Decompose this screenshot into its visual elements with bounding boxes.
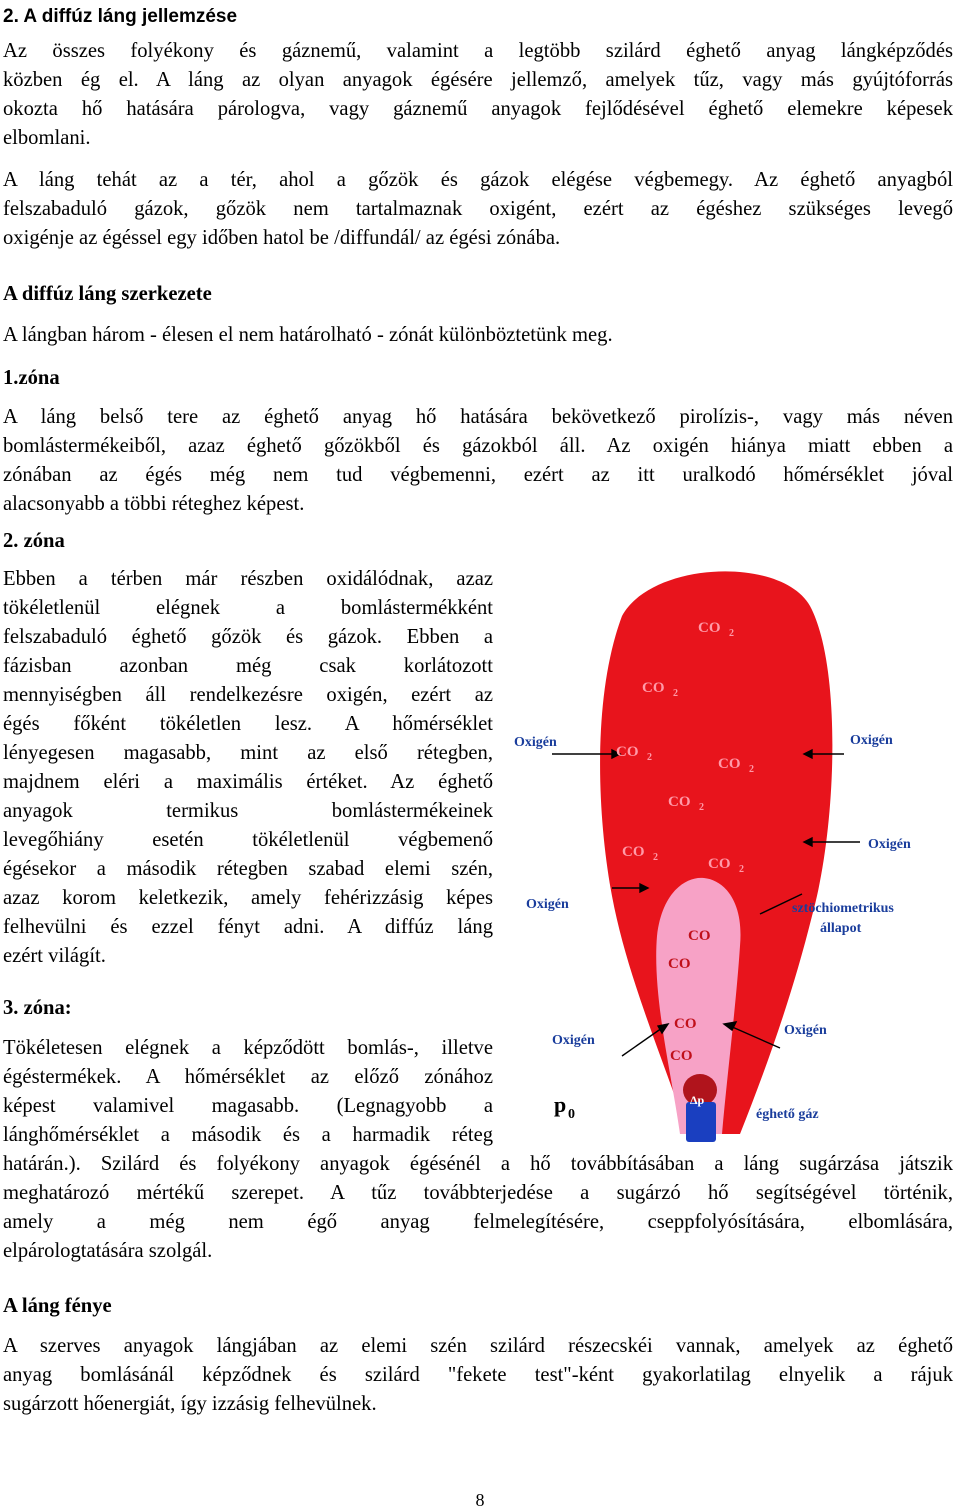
zone3-line: égéstermékek. A hőmérséklet az előző zónához bbox=[3, 1066, 493, 1088]
co-label: CO bbox=[668, 956, 691, 972]
structure-heading: A diffúz láng szerkezete bbox=[3, 283, 212, 305]
oxygen-label: Oxigén bbox=[526, 897, 569, 912]
svg-text:CO: CO bbox=[616, 744, 639, 760]
svg-text:2: 2 bbox=[699, 802, 704, 813]
zone2-line: azaz korom keletkezik, amely fehérizzásig képes bbox=[3, 887, 493, 909]
zone3-line: határán.). Szilárd és folyékony anyagok égésénél a hő továbbításában a láng sugárzása játszik bbox=[3, 1153, 953, 1175]
zone3-line: lánghőmérséklet a második és a harmadik réteg bbox=[3, 1124, 493, 1146]
intro-line: okozta hő hatására párologva, vagy gáznemű anyagok fejlődésével éghető elemekre képesek bbox=[3, 98, 953, 120]
svg-text:2: 2 bbox=[749, 764, 754, 775]
zone2-line: égésekor a második rétegben szabad elemi szén, bbox=[3, 858, 493, 880]
zone2-line: fázisban azonban még csak korlátozott bbox=[3, 655, 493, 677]
zone3-heading: 3. zóna: bbox=[3, 997, 72, 1019]
zone2-heading: 2. zóna bbox=[3, 530, 65, 552]
structure-intro: A lángban három - élesen el nem határolható - zónát különböztetünk meg. bbox=[3, 324, 613, 346]
co-label: CO bbox=[670, 1048, 693, 1064]
light-line: anyag bomlásánál képződnek és szilárd "fekete test"-ként gyakorlatilag elnyelik a rájuk bbox=[3, 1364, 953, 1386]
page-number: 8 bbox=[475, 1490, 485, 1510]
delta-p-label: Δp bbox=[690, 1093, 705, 1107]
stoich-label: sztöchiometrikus bbox=[792, 901, 894, 916]
intro-line: elbomlani. bbox=[3, 127, 91, 149]
zone3-line: amely a még nem égő anyag felmelegítésére, cseppfolyósítására, elbomlására, bbox=[3, 1211, 953, 1233]
section-title: 2. A diffúz láng jellemzése bbox=[3, 6, 238, 27]
oxygen-label: Oxigén bbox=[784, 1023, 827, 1038]
zone3-line: képest valamivel magasabb. (Legnagyobb a bbox=[3, 1095, 493, 1117]
co-label: CO bbox=[688, 928, 711, 944]
zone3-line: meghatározó mértékű szerepet. A tűz továbbterjedése a sugárzó hő segítségével történik, bbox=[3, 1182, 953, 1204]
svg-text:CO: CO bbox=[708, 856, 731, 872]
flame-diagram bbox=[512, 556, 960, 1148]
zone1-line: bomlástermékeiből, azaz éghető gőzökből és gázokból áll. Az oxigén hiánya miatt ebben a bbox=[3, 435, 953, 457]
zone2-line: lényegesen magasabb, mint az első rétegben, bbox=[3, 742, 493, 764]
intro-line: közben ég el. A láng az olyan anyagok égésére jellemző, amelyek tűz, vagy más gyújtóforrás bbox=[3, 69, 953, 91]
light-line: A szerves anyagok lángjában az elemi szén szilárd részecskéi vannak, amelyek az éghető bbox=[3, 1335, 953, 1357]
svg-text:2: 2 bbox=[729, 628, 734, 639]
oxygen-label: Oxigén bbox=[552, 1033, 595, 1048]
space-line: A láng tehát az a tér, ahol a gőzök és gázok elégése végbemegy. Az éghető anyagból bbox=[3, 169, 953, 191]
zone2-line: Ebben a térben már részben oxidálódnak, azaz bbox=[3, 568, 493, 590]
svg-text:CO: CO bbox=[698, 620, 721, 636]
oxygen-label: Oxigén bbox=[868, 837, 911, 852]
zone3-line: Tökéletesen elégnek a képződött bomlás-, illetve bbox=[3, 1037, 493, 1059]
stoich-label: állapot bbox=[820, 921, 862, 936]
svg-text:CO: CO bbox=[668, 794, 691, 810]
space-line: oxigénje az égéssel egy időben hatol be /diffundál/ az égési zónába. bbox=[3, 227, 561, 249]
svg-text:2: 2 bbox=[647, 752, 652, 763]
p0-main: p bbox=[554, 1092, 567, 1117]
zone2-line: felhevülni és ezzel fényt adni. A diffúz láng bbox=[3, 916, 493, 938]
light-line: sugárzott hőenergiát, így izzásig felhevülnek. bbox=[3, 1393, 377, 1415]
svg-text:2: 2 bbox=[739, 864, 744, 875]
fuel-gas-label: éghető gáz bbox=[756, 1107, 819, 1122]
zone1-line: zónában az égés még nem tud végbemenni, ezért az itt uralkodó hőmérséklet jóval bbox=[3, 464, 953, 486]
svg-text:2: 2 bbox=[653, 852, 658, 863]
zone2-line: ezért világít. bbox=[3, 945, 106, 967]
zone1-line: alacsonyabb a többi réteghez képest. bbox=[3, 493, 305, 515]
zone1-heading: 1.zóna bbox=[3, 367, 60, 389]
space-line: felszabaduló gázok, gőzök nem tartalmaznak oxigént, ezért az égéshez szükséges levegő bbox=[3, 198, 953, 220]
zone2-line: tökéletlenül elégnek a bomlástermékként bbox=[3, 597, 493, 619]
zone2-line: felszabaduló éghető gőzök és gázok. Ebben a bbox=[3, 626, 493, 648]
zone2-line: égés főként tökéletlen lesz. A hőmérséklet bbox=[3, 713, 493, 735]
zone2-line: majdnem eléri a maximális értéket. Az éghető bbox=[3, 771, 493, 793]
light-heading: A láng fénye bbox=[3, 1295, 112, 1317]
svg-text:CO: CO bbox=[642, 680, 665, 696]
oxygen-label: Oxigén bbox=[850, 733, 893, 748]
oxygen-label: Oxigén bbox=[514, 735, 557, 750]
zone2-line: levegőhiány esetén tökéletlenül végbemenő bbox=[3, 829, 493, 851]
svg-text:CO: CO bbox=[718, 756, 741, 772]
zone3-line: elpárologtatására szolgál. bbox=[3, 1240, 213, 1262]
svg-text:CO: CO bbox=[622, 844, 645, 860]
p0-label bbox=[554, 1092, 575, 1122]
intro-line: Az összes folyékony és gáznemű, valamint a legtöbb szilárd éghető anyag lángképződés bbox=[3, 40, 953, 62]
co-label: CO bbox=[674, 1016, 697, 1032]
zone2-line: anyagok termikus bomlástermékeinek bbox=[3, 800, 493, 822]
svg-text:2: 2 bbox=[673, 688, 678, 699]
zone1-line: A láng belső tere az éghető anyag hő hatására bekövetkező pirolízis-, vagy más néven bbox=[3, 406, 953, 428]
zone2-line: mennyiségben áll rendelkezésre oxigén, ezért az bbox=[3, 684, 493, 706]
fuel-nozzle bbox=[686, 1102, 716, 1142]
p0-sub: 0 bbox=[568, 1107, 575, 1122]
